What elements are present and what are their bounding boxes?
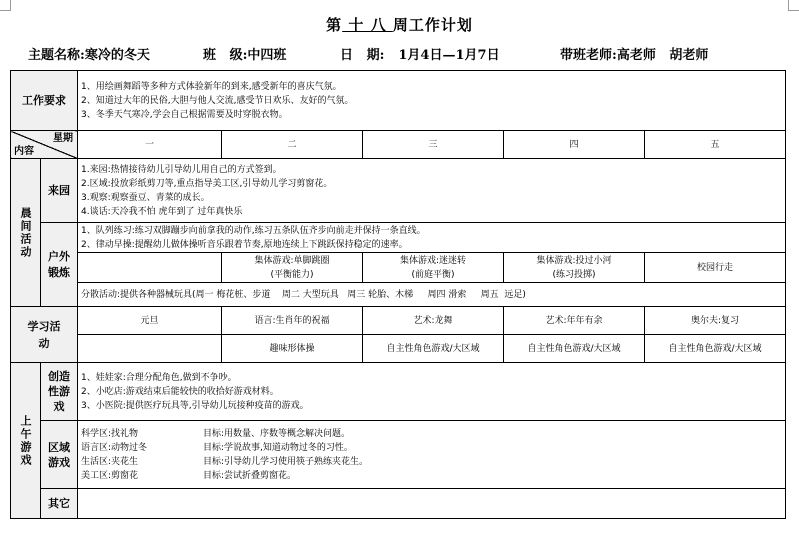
other-label: 其它 [41,489,78,519]
area-zone: 科学区:找礼物 [81,428,139,439]
page-title [0,14,799,35]
weekday-header-row [11,131,786,159]
area-goal: 目标:用数量、序数等概念解决问题。 [203,428,351,439]
date-info [340,44,500,63]
game-cell-wed [363,253,504,283]
area-goal: 目标:引导幼儿学习使用筷子熟练夹花生。 [203,456,369,467]
page-corner-mark [788,0,799,11]
game-name: 校园行走 [696,262,733,273]
goals-row [11,71,786,131]
corner-content-label: 内容 [14,146,34,157]
creative-game-row [11,363,786,421]
outdoor-line: 2、律动早操:提醒幼儿做体操听音乐跟着节奏,原地连续上下跳跃保持稳定的速率。 [81,239,408,250]
arrival-line: 4.谈话:天冷我不怕 虎年到了 过年真快乐 [81,206,243,217]
creative-line: 1、娃娃家:合理分配角色,做到不争吵。 [81,372,237,383]
study-row-2 [11,335,786,363]
class-info [203,44,286,63]
study-label-text: 学习活动 [27,319,61,350]
area-goal: 目标:学说故事,知道动物过冬的习性。 [203,442,353,453]
arrival-label: 来园 [41,159,78,223]
creative-line: 2、小吃店:游戏结束后能较快的收拾好游戏材料。 [81,386,279,397]
class-label: 班 级: [203,48,248,63]
study-wed: 艺术:龙舞 [363,307,504,335]
arrival-content [78,159,786,223]
area-line [81,441,782,455]
study2-tue: 趣味形体操 [222,335,363,363]
outdoor-label-text: 户外锻炼 [48,249,70,279]
forenoon-game-text: 上午游戏 [19,414,32,467]
weekday-1: 一 [78,131,222,159]
goal-line: 1、用绘画舞蹈等多种方式体验新年的到来,感受新年的喜庆气氛。 [81,81,342,92]
teacher-info [560,44,708,63]
goals-label: 工作要求 [11,71,78,131]
weekday-3: 三 [363,131,504,159]
theme-info [28,44,150,63]
weekday-5: 五 [645,131,786,159]
study-label [11,307,78,363]
creative-game-label [41,363,78,421]
page-corner-mark [0,0,11,11]
game-name: 集体游戏:单脚跳圈 [254,255,330,266]
study-row-1 [11,307,786,335]
game-name: 集体游戏:投过小河 [536,255,612,266]
study-tue: 语言:生肖年的祝福 [222,307,363,335]
morning-activity-text: 晨间活动 [19,206,32,259]
teacher-value: 高老师 胡老师 [616,48,709,63]
outdoor-drill-row [11,223,786,253]
game-cell-mon [78,253,222,283]
title-prefix: 第 [326,16,343,34]
arrival-row [11,159,786,223]
corner-diagonal-cell [11,131,78,159]
study-mon: 元旦 [78,307,222,335]
area-line [81,455,782,469]
game-skill: (前庭平衡) [411,269,455,280]
goal-line: 2、知道过大年的民俗,大胆与他人交流,感受节日欢乐、友好的气氛。 [81,95,354,106]
scatter-activity-text: 分散活动:提供各种器械玩具(周一 梅花桩、步道 周二 大型玩具 周三 轮胎、木梯 周四 滑索 周五 远足) [81,289,526,300]
date-label: 日 期: [340,48,385,63]
goals-content [78,71,786,131]
area-goal: 目标:尝试折叠剪窗花。 [203,470,297,481]
study2-thu: 自主性角色游戏/大区域 [504,335,645,363]
arrival-line: 2.区域:投放彩纸剪刀等,重点指导美工区,引导幼儿学习剪窗花。 [81,178,333,189]
title-week-number: 十 八 [342,16,393,34]
arrival-line: 1.来园:热情接待幼儿引导幼儿用自己的方式签到。 [81,164,282,175]
game-name: 集体游戏:迷迷转 [399,255,467,266]
game-skill: (平衡能力) [270,269,314,280]
creative-game-text: 创造性游戏 [48,370,70,413]
study2-wed: 自主性角色游戏/大区域 [363,335,504,363]
weekly-plan-table [10,70,786,519]
date-value: 1月4日—1月7日 [398,48,500,63]
goal-line: 3、冬季天气寒冷,学会自己根据需要及时穿脱衣物。 [81,109,288,120]
title-suffix: 周工作计划 [392,16,473,34]
area-game-label [41,421,78,489]
game-cell-fri [645,253,786,283]
outdoor-label [41,223,78,307]
area-line [81,469,782,483]
outdoor-games-row [11,253,786,283]
teacher-label: 带班老师: [560,48,617,63]
outdoor-line: 1、队列练习:练习双脚蹦步向前拿我的动作,练习五条队伍齐步向前走并保持一条直线。 [81,225,426,236]
study2-fri: 自主性角色游戏/大区域 [645,335,786,363]
theme-label: 主题名称: [28,48,85,63]
area-game-content [78,421,786,489]
forenoon-game-label [11,363,41,519]
scatter-activity-row [11,283,786,307]
other-row [11,489,786,519]
game-skill: (练习投掷) [552,269,596,280]
game-cell-thu [504,253,645,283]
study-fri: 奥尔夫:复习 [645,307,786,335]
area-game-text: 区域游戏 [48,440,70,469]
game-cell-tue [222,253,363,283]
other-content [78,489,786,519]
area-line [81,427,782,441]
theme-value: 寒冷的冬天 [84,48,150,63]
class-value: 中四班 [247,48,287,63]
creative-game-content [78,363,786,421]
area-zone: 语言区:动物过冬 [81,442,148,453]
outdoor-drill-content [78,223,786,253]
corner-weekday-label: 星期 [53,133,73,144]
morning-activity-label [11,159,41,307]
area-zone: 生活区:夹花生 [81,456,139,467]
study-thu: 艺术:年年有余 [504,307,645,335]
creative-line: 3、小医院:提供医疗玩具等,引导幼儿玩接种疫苗的游戏。 [81,400,309,411]
study2-mon [78,335,222,363]
area-zone: 美工区:剪窗花 [81,470,139,481]
arrival-line: 3.观察:观察蚕豆、青菜的成长。 [81,192,210,203]
scatter-activity-content [78,283,786,307]
weekday-4: 四 [504,131,645,159]
weekday-2: 二 [222,131,363,159]
area-game-row [11,421,786,489]
